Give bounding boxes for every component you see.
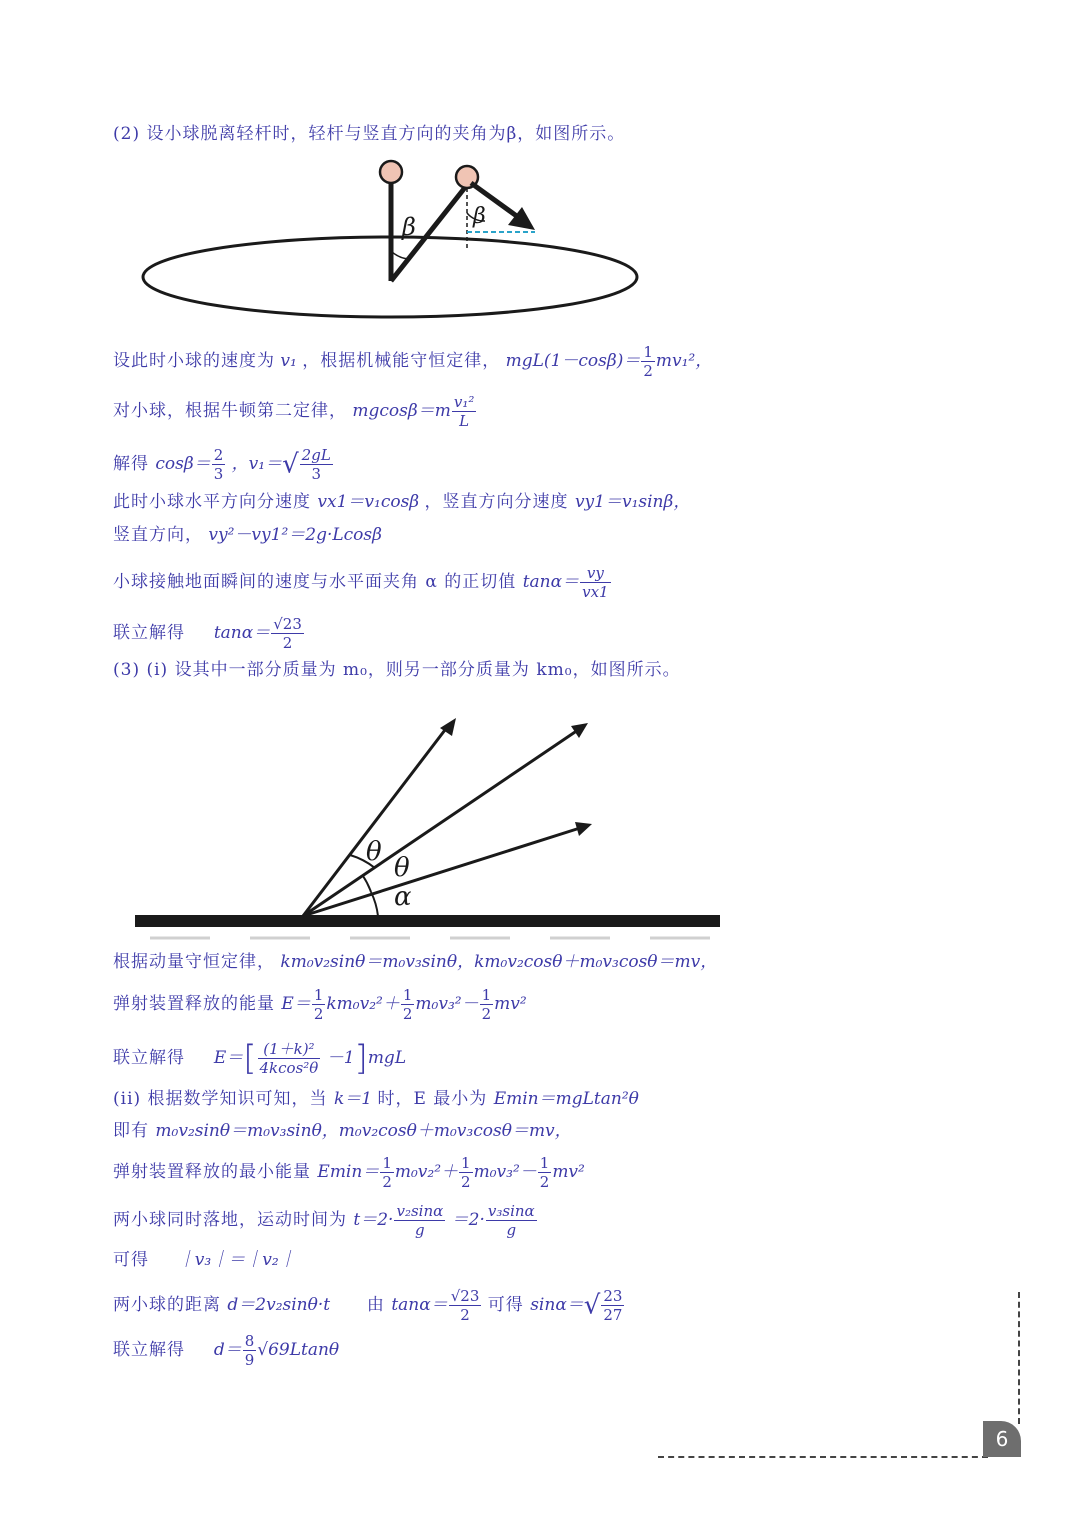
figure-rod-ball <box>140 155 645 325</box>
theta-label-1: θ <box>366 837 382 867</box>
alpha-label: α <box>394 882 412 912</box>
vector-3 <box>303 828 580 916</box>
p3-line5: 即有 m₀v₂sinθ＝m₀v₃sinθ，m₀v₂cosθ＋m₀v₃cosθ＝mv， <box>113 1121 572 1141</box>
figure-projectiles <box>130 712 730 944</box>
theta-label-2: θ <box>394 853 410 883</box>
ball-initial <box>380 161 402 183</box>
dashed-border-vertical <box>1018 1292 1020 1424</box>
p2-line5: 竖直方向， vy²－vy1²＝2g·Lcosβ <box>113 525 382 545</box>
alpha-arc <box>371 892 378 916</box>
arrowhead-3 <box>575 822 592 836</box>
part2-intro: (2) 设小球脱离轻杆时，轻杆与竖直方向的夹角为β，如图所示。 <box>113 124 626 144</box>
p3-line9: 两小球的距离 d＝2v₂sinθ·t 由 tanα＝ $\frac{√23}{2}$ 可得 sinα＝√ $\frac{23}{27}$ <box>113 1287 623 1324</box>
p3-line3: 联立解得 E＝[ $\frac{\text{(1＋k)²}}{\text{4kcos²θ}}$ －1]mgL <box>113 1038 407 1079</box>
p2-line1: 设此时小球的速度为 v₁ ，根据机械能守恒定律， mgL(1－cosβ)＝ $\frac{1}{2}$ mv₁²， <box>113 343 713 380</box>
p3-line10: 联立解得 d＝ $\frac{8}{9}$ √69Ltanθ <box>113 1332 340 1369</box>
p2-line3: 解得 cosβ＝ $\frac{2}{3}$ ，v₁＝√ $\frac{2gL}{3}$ <box>113 446 331 483</box>
p3-line7: 两小球同时落地，运动时间为 t＝2· $\frac{\text{v₂sinα}}{g}$ ＝2· $\frac{\text{v₃sinα}}{g}$ <box>113 1202 535 1239</box>
p2-line6: 小球接触地面瞬间的速度与水平面夹角 α 的正切值 tanα＝ $\frac{vy}{vx1}$ <box>113 564 609 601</box>
dashed-border-horizontal <box>658 1456 988 1458</box>
part3-intro: (3) (i) 设其中一部分质量为 m₀，则另一部分质量为 km₀，如图所示。 <box>113 660 681 680</box>
ground-bar <box>135 915 720 927</box>
beta-label-2: β <box>473 204 486 229</box>
p3-line4: (ii) 根据数学知识可知，当 k＝1 时，E 最小为 Emin＝mgLtan²θ <box>113 1089 639 1109</box>
theta-arc-2 <box>363 876 371 892</box>
beta-arc-1 <box>391 251 408 259</box>
vector-1 <box>303 726 448 916</box>
arrowhead-2 <box>571 723 588 738</box>
p3-line8: 可得 ｜v₃｜＝｜v₂｜ <box>113 1250 296 1270</box>
p2-line2: 对小球，根据牛顿第二定律， mgcosβ＝m $\frac{\text{v₁²}}{L}$ <box>113 393 475 430</box>
beta-label-1: β <box>402 213 416 241</box>
p2-line4: 此时小球水平方向分速度 vx1＝v₁cosβ ，竖直方向分速度 vy1＝v₁sinβ， <box>113 492 691 512</box>
p2-line7: 联立解得 tanα＝ $\frac{√23}{2}$ <box>113 615 302 652</box>
p3-line2: 弹射装置释放的能量 E＝ $\frac{1}{2}$ km₀v₂²＋ $\frac{1}{2}$ m₀v₃²－ $\frac{1}{2}$ mv² <box>113 986 527 1023</box>
page-number: 6 <box>983 1421 1021 1457</box>
vector-2 <box>303 730 578 916</box>
p3-line6: 弹射装置释放的最小能量 Emin＝ $\frac{1}{2}$ m₀v₂²＋ $\frac{1}{2}$ m₀v₃²－ $\frac{1}{2}$ mv² <box>113 1154 585 1191</box>
p3-line1: 根据动量守恒定律， km₀v₂sinθ＝m₀v₃sinθ，km₀v₂cosθ＋m₀v₃cosθ＝mv， <box>113 952 718 972</box>
